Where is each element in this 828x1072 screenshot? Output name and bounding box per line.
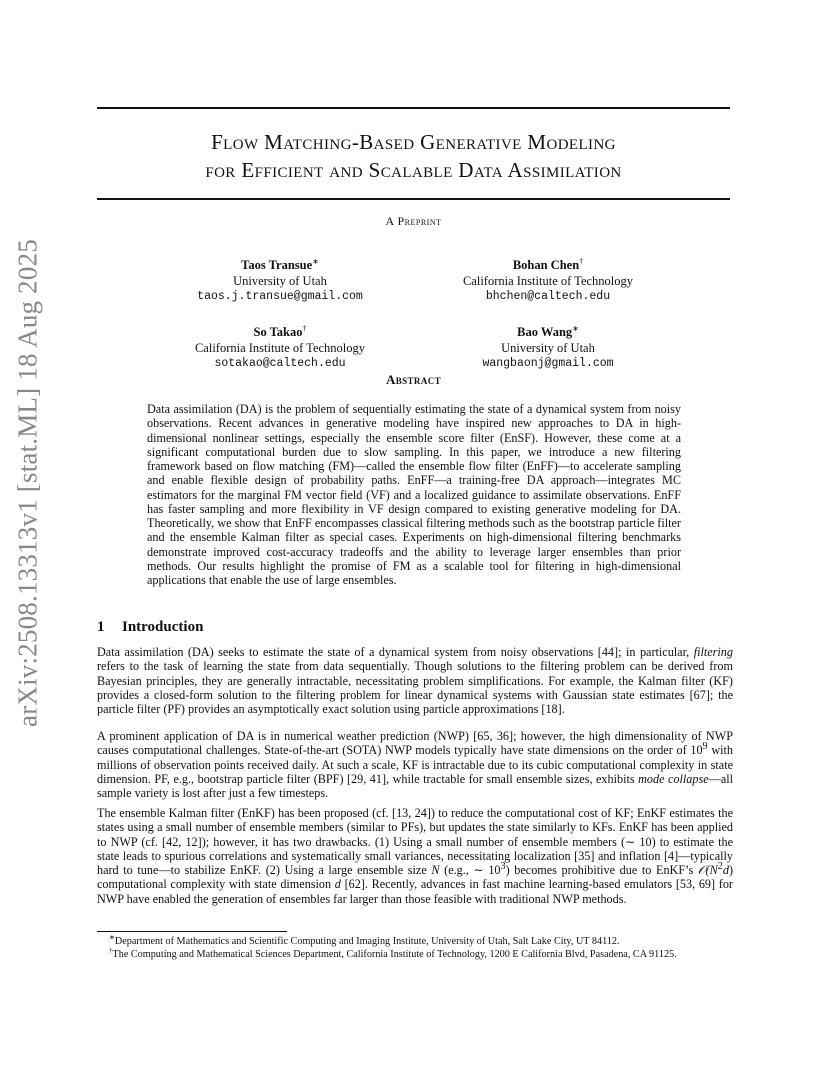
paragraph-text: refers to the task of learning the state from data sequentially. Though solutions to the filtering problem can be derived from Bayesian principles, they are generally intractable, necessitating problem simplifications. For example, the Kalman filter (KF) provides a closed-form solution to the filtering problem for linear dynamical systems with Gaussian state estimates [67]; the particle filter (PF) provides an asymptotically exact solution using particle approximations [18]. (97, 659, 733, 716)
author-mark: ∗ (572, 323, 579, 333)
author-email[interactable]: wangbaonj@gmail.com (482, 357, 614, 370)
author-email[interactable]: taos.j.transue@gmail.com (197, 290, 363, 303)
paragraph-text: The ensemble Kalman filter (EnKF) has been proposed (cf. [13, 24]) to reduce the computational cost of KF; EnKF estimates the states using a small number of ensemble members (similar to PFs), but updates the state similarly to KFs. EnKF has been applied to NWP (cf. [42, 12]); however, it has two drawbacks. (1) Using a small number of ensemble members (∼ 10) to estimate the state leads to spurious correlations and systematically small variances, necessitating localization [35] and inflation [4]—typically hard to tune—to stabilize EnKF. (2) Using a large ensemble size (97, 806, 733, 877)
paper-title (97, 128, 730, 184)
author-block (160, 258, 400, 305)
paragraph-text: ) computational complexity with state dimension (97, 863, 733, 892)
author-email[interactable]: bhchen@caltech.edu (485, 290, 611, 303)
author-name: So Takao (253, 325, 303, 339)
emphasized-term: filtering (693, 645, 733, 659)
author-mark: † (302, 323, 307, 333)
author-block (160, 325, 400, 372)
author-email[interactable]: sotakao@caltech.edu (214, 357, 346, 370)
section-title: Introduction (122, 619, 204, 635)
paragraph-text: [62]. Recently, advances in fast machine learning-based emulators [53, 69] for NWP have enabled the generation of ensembles far larger than those feasible with traditional NWP methods. (97, 877, 733, 906)
arxiv-id-text: arXiv:2508.13313v1 [stat.ML] 18 Aug 2025 (12, 238, 43, 727)
paragraph-text: ) becomes prohibitive due to EnKF’s (505, 863, 698, 877)
title-top-rule (97, 107, 730, 109)
math-variable: d (722, 863, 729, 877)
author-affiliation: University of Utah (501, 340, 595, 355)
math-variable: d (334, 877, 341, 892)
footnote-text: The Computing and Mathematical Sciences Department, California Institute of Technology, 1200 E California Blvd, Pasadena, CA 91125. (112, 949, 677, 960)
paragraph-text: —all sample variety is lost after just a few timesteps. (97, 771, 734, 800)
footnote-mark: † (109, 946, 113, 955)
exponent: 9 (702, 741, 708, 753)
exponent: 2 (717, 860, 723, 872)
body-paragraph (97, 729, 733, 800)
author-name: Bao Wang (517, 325, 573, 339)
body-paragraph (97, 806, 733, 906)
paragraph-text: (e.g., ∼ 10 (439, 863, 501, 877)
abstract-heading: Abstract (385, 372, 442, 387)
arxiv-identifier-stamp (8, 238, 48, 727)
math-variable: N (431, 863, 440, 877)
author-affiliation: University of Utah (233, 273, 327, 288)
author-block (428, 325, 668, 372)
footnote-mark: ∗ (109, 933, 115, 942)
author-affiliation: California Institute of Technology (194, 340, 366, 355)
paragraph-text: A prominent application of DA is in numerical weather prediction (NWP) [65, 36]; however, the high dimensionality of NWP causes computational challenges. State-of-the-art (SOTA) NWP models typically have state dimensions on the order of 10 (97, 729, 733, 758)
exponent: 3 (500, 860, 506, 872)
emphasized-term: mode collapse (638, 771, 709, 786)
footnote-rule (97, 931, 287, 932)
author-name: Taos Transue (241, 258, 313, 272)
body-paragraph (97, 645, 733, 716)
title-line-1: Flow Matching-Based Generative Modeling (211, 130, 616, 154)
author-name: Bohan Chen (512, 258, 580, 272)
title-line-2: for Efficient and Scalable Data Assimilation (205, 158, 622, 182)
paragraph-text: Data assimilation (DA) seeks to estimate the state of a dynamical system from noisy observations [44]; in particular, (97, 645, 694, 659)
math-expression: 𝒪(N (697, 863, 718, 877)
section-number: 1 (97, 619, 105, 635)
preprint-label: A Preprint (385, 214, 442, 228)
title-bottom-rule (97, 198, 730, 200)
author-block (428, 258, 668, 305)
footnote-text: Department of Mathematics and Scientific Computing and Imaging Institute, University of Utah, Salt Lake City, UT 84112. (114, 936, 620, 947)
author-affiliation: California Institute of Technology (462, 273, 634, 288)
footnote (97, 935, 733, 948)
paragraph-text: with millions of observation points received daily. At such a scale, KF is intractable due to its cubic computational complexity in state dimension. PF, e.g., bootstrap particle filter (BPF) [29, 41], while tractable for small ensemble sizes, exhibits (97, 743, 734, 786)
abstract-text: Data assimilation (DA) is the problem of sequentially estimating the state of a dynamical system from noisy observations. Recent advances in generative modeling have inspired new approaches to DA in high-dimensional nonlinear settings, especially the ensemble score filter (EnSF). However, these come at a significant computational burden due to slow sampling. In this paper, we introduce a new filtering framework based on flow matching (FM)—called the ensemble flow filter (EnFF)—to accelerate sampling and enable flexible design of probability paths. EnFF—a training-free DA approach—integrates MC estimators for the marginal FM vector field (VF) and a localized guidance to assimilate observations. EnFF has faster sampling and more flexibility in VF design compared to existing generative modeling for DA. Theoretically, we show that EnFF encompasses classical filtering methods such as the bootstrap particle filter and the ensemble Kalman filter as special cases. Experiments on high-dimensional filtering benchmarks demonstrate improved cost-accuracy tradeoffs and the ability to leverage larger ensembles than prior methods. Our results highlight the promise of FM as a scalable tool for filtering in high-dimensional applications that enable the use of large ensembles. (147, 402, 681, 587)
section-heading (97, 619, 203, 636)
author-mark: ∗ (312, 256, 319, 266)
footnote (97, 948, 733, 961)
author-mark: † (579, 256, 584, 266)
footnotes (97, 935, 733, 961)
